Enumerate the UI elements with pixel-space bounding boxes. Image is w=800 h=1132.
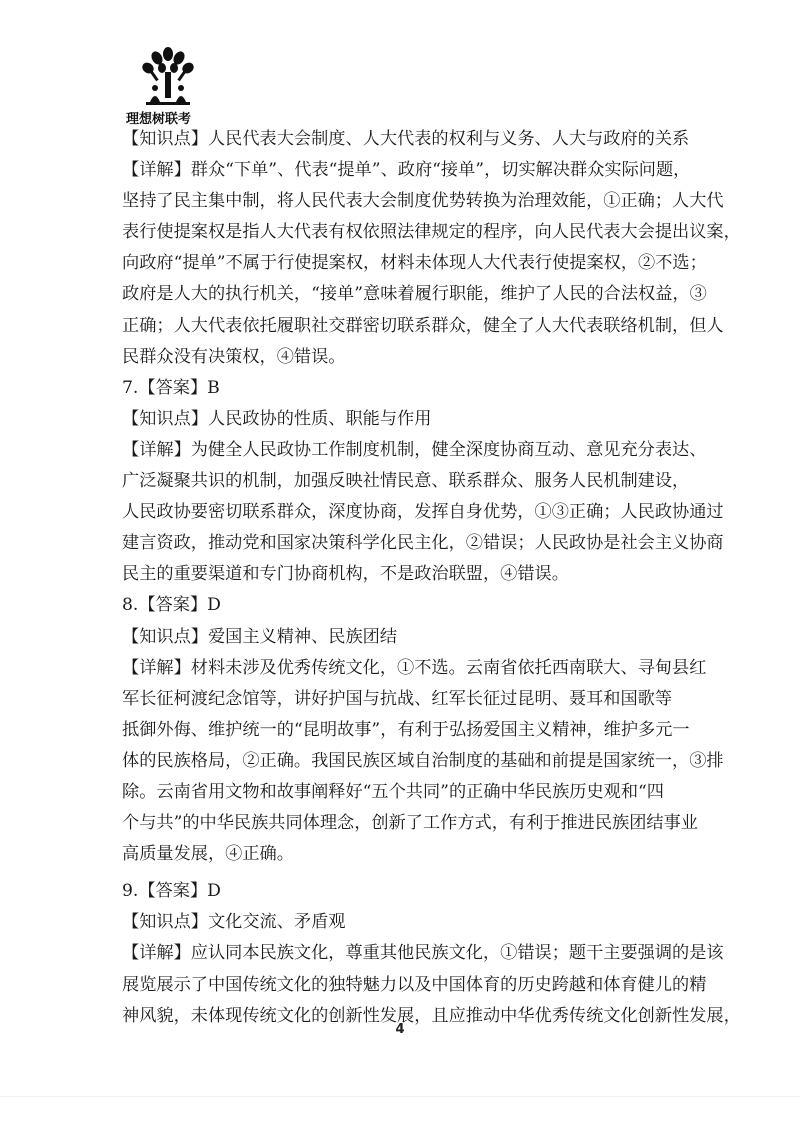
answer-heading: 9.【答案】D (122, 881, 221, 902)
text-line: 正确；人大代表依托履职社交群密切联系群众，健全了人大代表联络机制，但人 (122, 315, 724, 336)
text-line: 抵御外侮、维护统一的“昆明故事”，有利于弘扬爱国主义精神，维护多元一 (122, 719, 690, 740)
text-line: 除。云南省用文物和故事阐释好“五个共同”的正确中华民族历史观和“四 (122, 781, 664, 802)
page-edge-divider (0, 1096, 800, 1097)
text-line: 【知识点】文化交流、矛盾观 (122, 912, 346, 933)
logo (126, 46, 222, 126)
text-line: 【详解】为健全人民政协工作制度机制，健全深度协商互动、意见充分表达、 (122, 439, 707, 460)
text-line: 高质量发展，④正确。 (122, 844, 294, 865)
text-line: 民主的重要渠道和专门协商机构，不是政治联盟，④错误。 (122, 564, 569, 585)
logo-name: 理想树联考 (126, 112, 192, 127)
text-line: 表行使提案权是指人大代表有权依照法律规定的程序，向人民代表大会提出议案， (122, 222, 741, 243)
text-line: 政府是人大的执行机关，“接单”意味着履行职能，维护了人民的合法权益，③ (122, 284, 707, 305)
text-line: 体的民族格局，②正确。我国民族区域自治制度的基础和前提是国家统一，③排 (122, 750, 724, 771)
text-line: 【知识点】爱国主义精神、民族团结 (122, 626, 398, 647)
text-line: 向政府“提单”不属于行使提案权，材料未体现人大代表行使提案权，②不选； (122, 253, 707, 274)
answer-heading: 7.【答案】B (122, 377, 220, 398)
text-line: 建言资政，推动党和国家决策科学化民主化，②错误；人民政协是社会主义协商 (122, 533, 724, 554)
text-line: 人民政协要密切联系群众，深度协商，发挥自身优势，①③正确；人民政协通过 (122, 502, 724, 523)
page-number: 4 (395, 1022, 405, 1037)
text-line: 军长征柯渡纪念馆等，讲好护国与抗战、红军长征过昆明、聂耳和国歌等 (122, 688, 673, 709)
tree-logo-icon (138, 46, 198, 108)
text-line: 【知识点】人民代表大会制度、人大代表的权利与义务、人大与政府的关系 (122, 129, 690, 149)
answer-heading: 8.【答案】D (122, 595, 221, 616)
text-line: 【详解】应认同本民族文化，尊重其他民族文化，①错误；题干主要强调的是该 (122, 943, 724, 964)
document-body (122, 124, 741, 1032)
text-line: 【详解】材料未涉及优秀传统文化，①不选。云南省依托西南联大、寻甸县红 (122, 657, 707, 678)
text-line: 坚持了民主集中制，将人民代表大会制度优势转换为治理效能，①正确；人大代 (122, 191, 724, 212)
text-line: 【知识点】人民政协的性质、职能与作用 (122, 408, 432, 429)
text-line: 广泛凝聚共识的机制，加强反映社情民意、联系群众、服务人民机制建设， (122, 471, 690, 492)
text-line: 民群众没有决策权，④错误。 (122, 346, 346, 367)
text-line: 神风貌，未体现传统文化的创新性发展，且应推动中华优秀传统文化创新性发展， (122, 1005, 741, 1026)
text-line: 个与共”的中华民族共同体理念，创新了工作方式，有利于推进民族团结事业 (122, 813, 698, 834)
text-line: 【详解】群众“下单”、代表“提单”、政府“接单”，切实解决群众实际问题， (122, 160, 691, 181)
text-line: 展览展示了中国传统文化的独特魅力以及中国体育的历史跨越和体育健儿的精 (122, 974, 707, 995)
